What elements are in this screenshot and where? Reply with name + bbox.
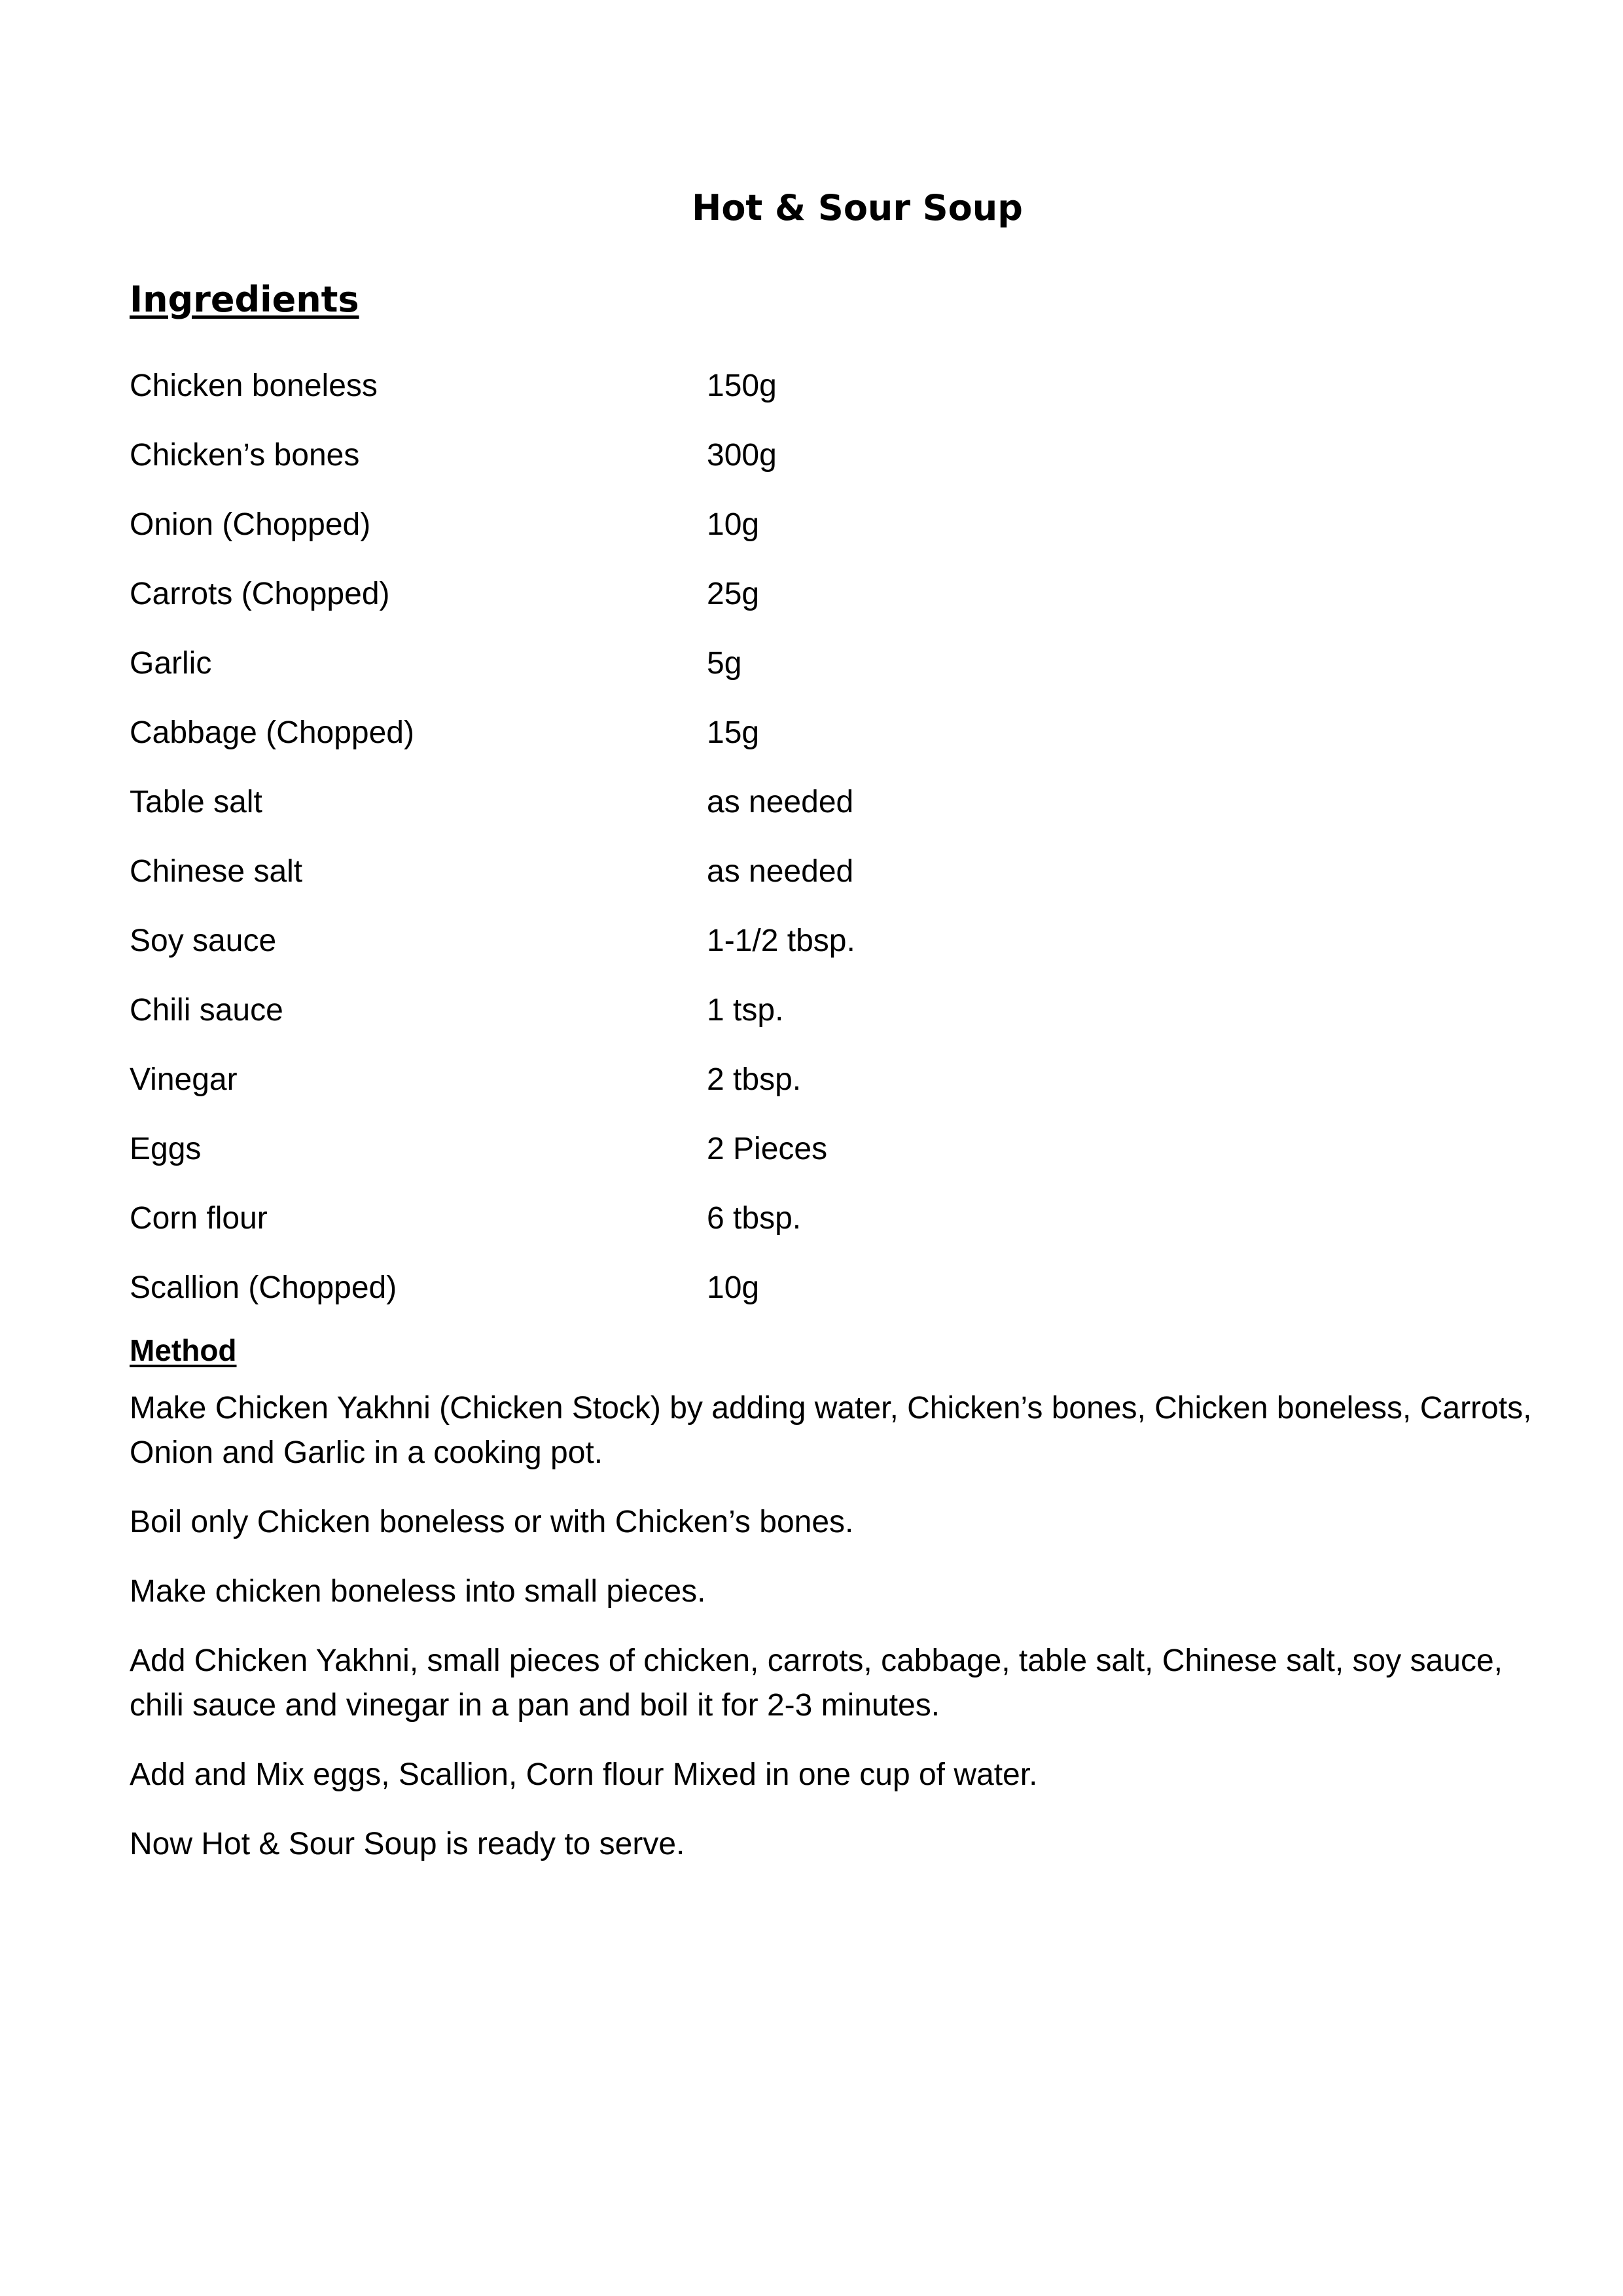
method-step: Make Chicken Yakhni (Chicken Stock) by adding water, Chicken’s bones, Chicken boneless, Carrots, Onion and Garlic in a cooking pot. (130, 1391, 1532, 1470)
ingredient-name: Eggs (130, 1132, 202, 1166)
ingredient-quantity: 10g (707, 507, 760, 542)
method-step: Now Hot & Sour Soup is ready to serve. (130, 1827, 685, 1861)
ingredient-name: Vinegar (130, 1062, 238, 1097)
ingredient-row (130, 575, 1308, 644)
ingredient-name: Scallion (Chopped) (130, 1270, 397, 1305)
ingredient-quantity: 1 tsp. (707, 993, 784, 1028)
method-step: Boil only Chicken boneless or with Chicken’s bones. (130, 1505, 854, 1539)
ingredient-row (130, 505, 1308, 575)
ingredient-name: Chicken’s bones (130, 438, 360, 473)
ingredients-list (130, 367, 1308, 1338)
method-step: Add and Mix eggs, Scallion, Corn flour Mixed in one cup of water. (130, 1757, 1038, 1792)
ingredient-name: Garlic (130, 646, 212, 681)
ingredient-name: Chili sauce (130, 993, 283, 1028)
method-heading: Method (130, 1333, 237, 1367)
ingredient-name: Soy sauce (130, 924, 277, 958)
ingredient-quantity: 6 tbsp. (707, 1201, 802, 1236)
ingredient-quantity: 15g (707, 715, 760, 750)
ingredient-row (130, 783, 1308, 852)
ingredient-quantity: 150g (707, 368, 777, 403)
ingredient-row (130, 1130, 1308, 1199)
method-steps (130, 1386, 1556, 1892)
ingredient-row (130, 1268, 1308, 1338)
ingredient-name: Onion (Chopped) (130, 507, 371, 542)
ingredient-quantity: 25g (707, 577, 760, 611)
ingredient-name: Carrots (Chopped) (130, 577, 390, 611)
ingredient-name: Chicken boneless (130, 368, 378, 403)
ingredient-row (130, 367, 1308, 436)
ingredient-row (130, 852, 1308, 922)
ingredient-quantity: 10g (707, 1270, 760, 1305)
ingredient-name: Chinese salt (130, 854, 303, 889)
ingredient-row (130, 991, 1308, 1060)
ingredient-quantity: 2 tbsp. (707, 1062, 802, 1097)
ingredient-row (130, 1199, 1308, 1268)
ingredient-quantity: 5g (707, 646, 742, 681)
ingredient-row (130, 922, 1308, 991)
ingredient-quantity: as needed (707, 854, 854, 889)
ingredient-row (130, 644, 1308, 713)
method-step: Add Chicken Yakhni, small pieces of chicken, carrots, cabbage, table salt, Chinese salt, soy sauce, chili sauce and vinegar in a pan and boil it for 2-3 minutes. (130, 1643, 1503, 1723)
ingredient-name: Corn flour (130, 1201, 268, 1236)
ingredients-heading: Ingredients (130, 279, 359, 320)
ingredient-name: Table salt (130, 785, 262, 819)
ingredient-quantity: as needed (707, 785, 854, 819)
ingredient-row (130, 436, 1308, 505)
method-step: Make chicken boneless into small pieces. (130, 1574, 706, 1609)
ingredient-quantity: 2 Pieces (707, 1132, 828, 1166)
page-title: Hot & Sour Soup (692, 187, 1023, 228)
ingredient-quantity: 1-1/2 tbsp. (707, 924, 855, 958)
ingredient-row (130, 1060, 1308, 1130)
ingredient-quantity: 300g (707, 438, 777, 473)
ingredient-row (130, 713, 1308, 783)
ingredient-name: Cabbage (Chopped) (130, 715, 414, 750)
